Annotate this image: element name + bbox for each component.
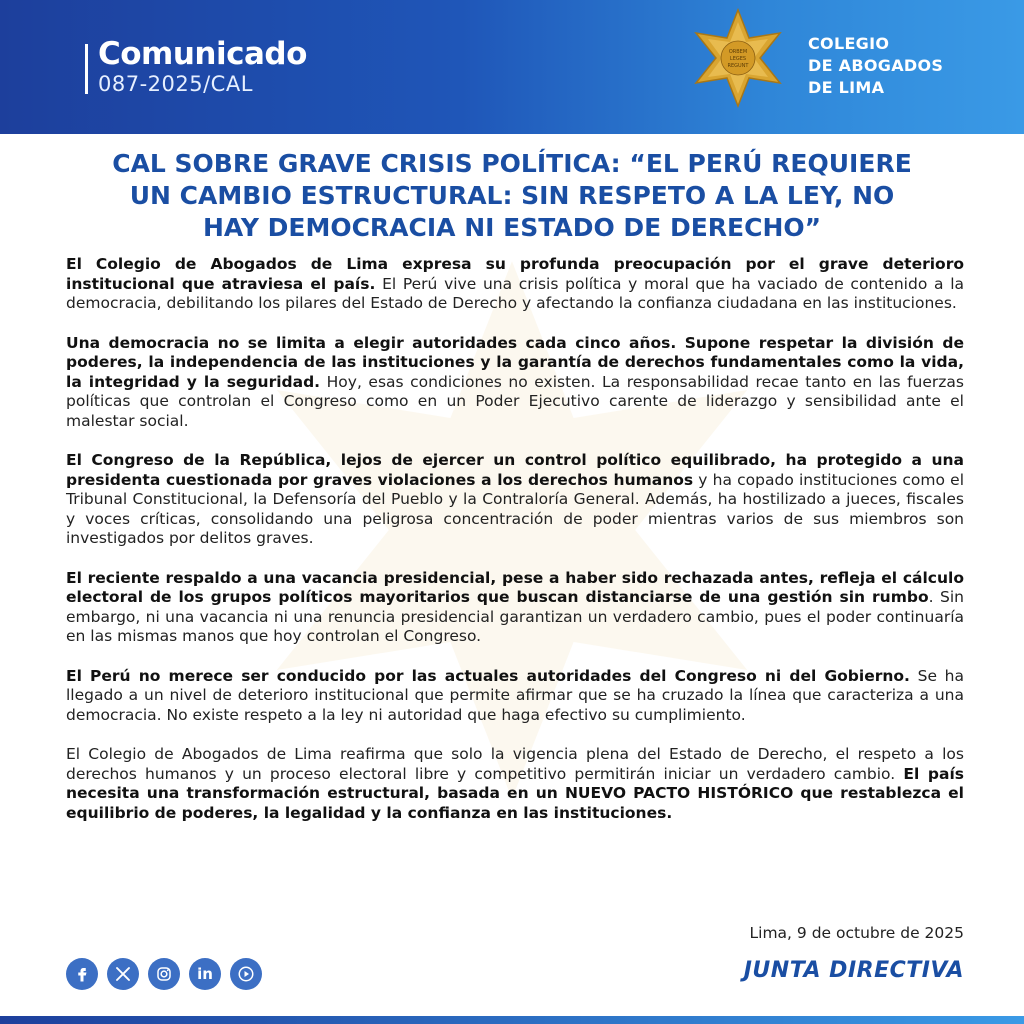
facebook-icon[interactable] <box>66 958 98 990</box>
svg-text:ORBEM: ORBEM <box>728 49 748 55</box>
svg-text:REGUNT: REGUNT <box>727 63 749 69</box>
org-name-line-2: DE ABOGADOS <box>808 56 944 75</box>
instagram-icon[interactable] <box>148 958 180 990</box>
date-line: Lima, 9 de octubre de 2025 <box>749 924 964 942</box>
org-name-line-1: COLEGIO <box>808 34 890 53</box>
paragraph-4: El reciente respaldo a una vacancia presidencial, pese a haber sido rechazada antes, refleja el cálculo electoral de los grupos políticos mayoritarios que buscan distanciarse de una gestión sin rumbo. Sin embargo, ni una vacancia ni una renuncia presidencial garantizan un verdadero cambio, pues el poder continuaría en las mismas manos que hoy controlan el Congreso. <box>66 568 964 645</box>
header-banner <box>0 0 1024 134</box>
headline-line-3: HAY DEMOCRACIA NI ESTADO DE DERECHO” <box>202 213 822 242</box>
signature-junta-directiva: JUNTA DIRECTIVA <box>743 958 964 983</box>
header-divider <box>85 44 88 94</box>
x-twitter-icon[interactable] <box>107 958 139 990</box>
headline <box>60 148 964 244</box>
statement-body <box>66 255 964 843</box>
cal-star-logo <box>688 8 788 108</box>
paragraph-1: El Colegio de Abogados de Lima expresa su profunda preocupación por el grave deterioro institucional que atraviesa el país. El Perú vive una crisis política y moral que ha vaciado de contenido a la democracia, debilitando los pilares del Estado de Derecho y afectando la confianza ciudadana en las instituciones. <box>66 255 964 312</box>
org-name-line-3: DE LIMA <box>808 78 885 97</box>
paragraph-2: Una democracia no se limita a elegir autoridades cada cinco años. Supone respetar la división de poderes, la independencia de las instituciones y la garantía de derechos fundamentales como la vida, la integridad y la seguridad. Hoy, esas condiciones no existen. La responsabilidad recae tanto en las fuerzas políticas que controlan el Congreso como en un Poder Ejecutivo carente de liderazgo y sensibilidad ante el malestar social. <box>66 333 964 430</box>
paragraph-3: El Congreso de la República, lejos de ejercer un control político equilibrado, ha protegido a una presidenta cuestionada por graves violaciones a los derechos humanos y ha copado instituciones como el Tribunal Constitucional, la Defensoría del Pueblo y la Contraloría General. Además, ha hostilizado a jueces, fiscales y voces críticas, consolidando una peligrosa concentración de poder mientras varios de sus miembros son investigados por delitos graves. <box>66 451 964 547</box>
footer-accent-bar <box>0 1016 1024 1024</box>
paragraph-6: El Colegio de Abogados de Lima reafirma que solo la vigencia plena del Estado de Derecho, el respeto a los derechos humanos y un proceso electoral libre y competitivo permitirán iniciar un verdadero cambio. El país necesita una transformación estructural, basada en un NUEVO PACTO HISTÓRICO que restablezca el equilibrio de poderes, la legalidad y la confianza en las instituciones. <box>66 745 964 822</box>
linkedin-icon[interactable]: in <box>189 958 221 990</box>
organization-name <box>808 33 943 99</box>
youtube-play-icon[interactable] <box>230 958 262 990</box>
paragraph-5: El Perú no merece ser conducido por las actuales autoridades del Congreso ni del Gobierno. Se ha llegado a un nivel de deterioro institucional que permite afirmar que se ha cruzado la línea que caracteriza a una democracia. No existe respeto a la ley ni autoridad que haga efectivo su cumplimiento. <box>66 666 964 724</box>
document-type-title: Comunicado <box>98 36 307 72</box>
headline-line-2: UN CAMBIO ESTRUCTURAL: SIN RESPETO A LA LEY, NO <box>129 181 895 210</box>
headline-line-1: CAL SOBRE GRAVE CRISIS POLÍTICA: “EL PERÚ REQUIERE <box>112 149 912 178</box>
social-links <box>66 958 262 990</box>
svg-text:LEGES: LEGES <box>729 56 747 62</box>
document-code: 087-2025/CAL <box>98 72 253 96</box>
